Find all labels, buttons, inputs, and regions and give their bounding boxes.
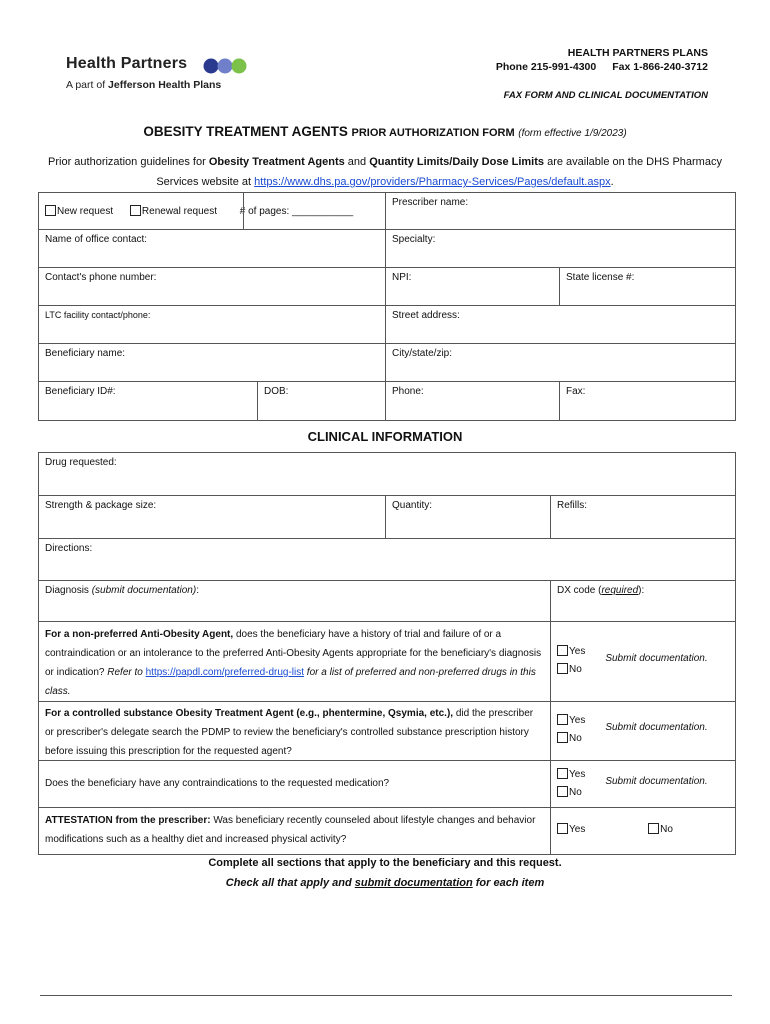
form-title: OBESITY TREATMENT AGENTS PRIOR AUTHORIZATION FORM (form effective 1/9/2023) xyxy=(143,124,627,139)
q1-answer xyxy=(550,621,736,702)
specialty-field[interactable]: Specialty: xyxy=(385,229,736,268)
header-fax: Fax 1-866-240-3712 xyxy=(612,61,708,73)
q3-answer xyxy=(550,760,736,808)
q1-yes-checkbox[interactable]: Yes xyxy=(557,643,585,661)
q2-text: For a controlled substance Obesity Treatment Agent (e.g., phentermine, Qsymia, etc.), did the prescriber or prescriber's delegate search the PDMP to review the beneficiary's controlled substance prescription history before issuing this prescription for the requested agent? xyxy=(38,701,551,761)
q3-no-checkbox[interactable]: No xyxy=(557,784,585,802)
strength-field[interactable]: Strength & package size: xyxy=(38,495,386,539)
header-phone: Phone 215-991-4300 xyxy=(495,61,597,73)
q4-text: ATTESTATION from the prescriber: Was beneficiary recently counseled about lifestyle changes and behavior modifications such as a healthy diet and increased physical activity? xyxy=(38,807,551,855)
clinical-heading: CLINICAL INFORMATION xyxy=(307,429,463,444)
footer-instruction: Complete all sections that apply to the beneficiary and this request. xyxy=(208,857,562,869)
state-license-field[interactable]: State license #: xyxy=(559,267,736,306)
contact-phone-field[interactable]: Contact's phone number: xyxy=(38,267,386,306)
new-request-checkbox[interactable]: New request xyxy=(45,206,113,217)
org-name: HEALTH PARTNERS PLANS xyxy=(567,47,708,59)
dx-code-field[interactable]: DX code (required): xyxy=(550,580,736,622)
beneficiary-id-field[interactable]: Beneficiary ID#: xyxy=(38,381,258,421)
q1-no-checkbox[interactable]: No xyxy=(557,661,585,679)
directions-field[interactable]: Directions: xyxy=(38,538,736,581)
street-address-field[interactable]: Street address: xyxy=(385,305,736,344)
q2-yes-checkbox[interactable]: Yes xyxy=(557,712,585,730)
fax-field[interactable]: Fax: xyxy=(559,381,736,421)
footer-check-all: Check all that apply and submit documentation for each item xyxy=(225,877,545,889)
q2-no-checkbox[interactable]: No xyxy=(557,730,585,748)
logo-subtitle: A part of Jefferson Health Plans xyxy=(66,79,222,91)
request-type-cell xyxy=(38,192,386,230)
quantity-field[interactable]: Quantity: xyxy=(385,495,551,539)
renewal-request-checkbox[interactable]: Renewal request xyxy=(130,206,217,217)
diagnosis-field[interactable]: Diagnosis (submit documentation): xyxy=(38,580,551,622)
q2-submit-doc: Submit documentation. xyxy=(605,722,708,733)
npi-field[interactable]: NPI: xyxy=(385,267,560,306)
q4-no-checkbox[interactable]: No xyxy=(648,824,673,835)
pages-field[interactable]: # of pages: ___________ xyxy=(239,206,354,217)
q4-yes-checkbox[interactable]: Yes xyxy=(557,824,585,835)
prescriber-name-field[interactable]: Prescriber name: xyxy=(385,192,736,230)
dob-field[interactable]: DOB: xyxy=(257,381,386,421)
dhs-link[interactable]: https://www.dhs.pa.gov/providers/Pharmacy-Services/Pages/default.aspx xyxy=(254,176,611,188)
pdl-link[interactable]: https://papdl.com/preferred-drug-list xyxy=(145,667,305,678)
q4-answer xyxy=(550,807,736,855)
city-state-zip-field[interactable]: City/state/zip: xyxy=(385,343,736,382)
document-type: FAX FORM AND CLINICAL DOCUMENTATION xyxy=(503,90,708,101)
q1-submit-doc: Submit documentation. xyxy=(605,653,708,664)
q3-yes-checkbox[interactable]: Yes xyxy=(557,766,585,784)
office-contact-field[interactable]: Name of office contact: xyxy=(38,229,386,268)
bottom-rule xyxy=(40,995,732,996)
q1-text: For a non-preferred Anti-Obesity Agent, does the beneficiary have a history of trial and failure of or a contraindication or an intolerance to the preferred Anti-Obesity Agents appropriate for the beneficiary's diagnosis or indication? Refer to https://papdl.com/preferred-drug-list for a list of preferred and non-preferred drugs in this class. xyxy=(38,621,551,702)
beneficiary-name-field[interactable]: Beneficiary name: xyxy=(38,343,386,382)
intro-text: Prior authorization guidelines for Obesity Treatment Agents and Quantity Limits/Daily Dose Limits are available on the DHS Pharmacy Services website at https://www.dhs.pa.gov/providers/Pharmacy-Services/Pages/default.aspx. xyxy=(48,156,722,188)
refills-field[interactable]: Refills: xyxy=(550,495,736,539)
drug-requested-field[interactable]: Drug requested: xyxy=(38,452,736,496)
logo-name: Health Partners xyxy=(66,55,188,72)
logo-dots-icon xyxy=(203,58,247,74)
contact-block xyxy=(496,46,708,74)
phone-field[interactable]: Phone: xyxy=(385,381,560,421)
ltc-contact-field[interactable]: LTC facility contact/phone: xyxy=(38,305,386,344)
q2-answer xyxy=(550,701,736,761)
q3-text: Does the beneficiary have any contraindications to the requested medication? xyxy=(38,760,551,808)
q3-submit-doc: Submit documentation. xyxy=(605,776,708,787)
